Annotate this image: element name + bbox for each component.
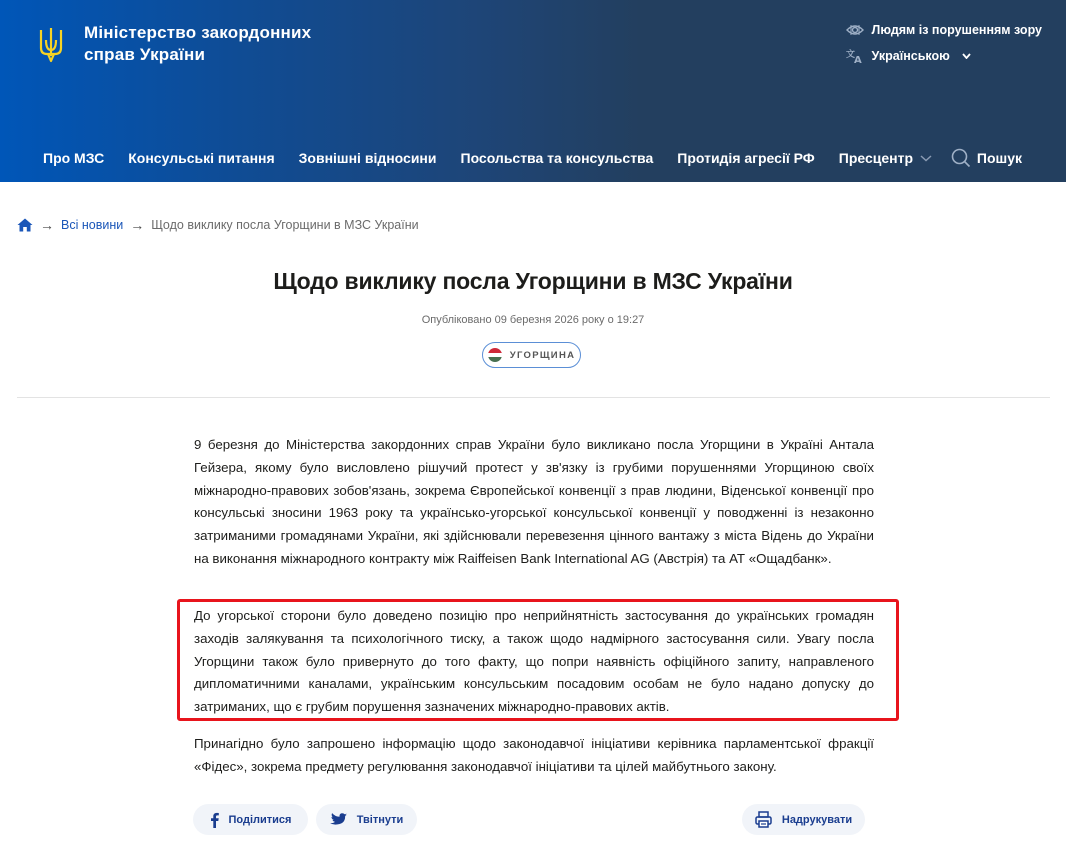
site-title[interactable]: Міністерство закордонних справ України — [84, 23, 312, 64]
facebook-icon — [210, 812, 219, 828]
article-paragraph: Принагідно було запрошено інформацію щодо законодавчої ініціативи керівника парламентської фракції «Фідес», зокрема предмету регулювання законодавчої ініціативи та цілей майбутнього закону. — [194, 736, 874, 774]
site-header — [0, 0, 1066, 182]
printer-icon — [755, 811, 772, 828]
nav-item-embassies[interactable]: Посольства та консульства — [460, 150, 654, 166]
article-paragraph-highlighted: До угорської сторони було доведено позицію про неприйнятність застосування до українських громадян заходів залякування та психологічного тиску, а також щодо надмірного застосування сили. Увагу посла Угорщини також було привернуто до того факту, що попри наявність офіційного запиту, направленого дипломатичними каналами, українським консульським посадовим особам не було надано допуску до затриманих, що є грубим порушення зазначених міжнародно-правових актів. — [194, 608, 874, 715]
svg-text:A: A — [853, 55, 862, 64]
breadcrumb-all-news[interactable]: Всі новини — [61, 218, 124, 232]
share-facebook-button[interactable] — [193, 804, 308, 835]
more-menu-chevron-icon[interactable] — [919, 151, 933, 165]
search-icon[interactable] — [951, 148, 971, 168]
divider — [17, 397, 1050, 398]
print-button[interactable] — [742, 804, 865, 835]
svg-text:文: 文 — [845, 50, 855, 60]
nav-item-about[interactable]: Про МЗС — [43, 150, 105, 166]
tweet-button[interactable] — [316, 804, 417, 835]
nav-item-counter-aggression[interactable]: Протидія агресії РФ — [677, 150, 815, 166]
translate-icon — [844, 48, 866, 64]
breadcrumb-separator: → — [130, 217, 145, 233]
breadcrumb-separator: → — [40, 217, 54, 233]
nav-item-consular[interactable]: Консульські питання — [128, 150, 275, 166]
header-utilities — [844, 20, 1042, 72]
breadcrumb — [17, 216, 419, 234]
trident-emblem-icon[interactable] — [38, 26, 64, 64]
share-label: Поділитися — [228, 813, 292, 826]
print-label: Надрукувати — [781, 813, 853, 826]
country-tag[interactable] — [482, 342, 581, 368]
language-label: Українською — [871, 49, 950, 63]
nav-item-press-center[interactable]: Пресцентр — [838, 150, 914, 166]
main-nav — [43, 148, 937, 168]
accessibility-label: Людям із порушенням зору — [871, 23, 1042, 37]
home-icon[interactable] — [17, 218, 33, 232]
eye-icon — [844, 24, 866, 36]
article-paragraph: 9 березня до Міністерства закордонних справ України було викликано посла Угорщини в Україні Антала Гейзера, якому було висловлено рішучий протест у зв'язку із грубими порушеннями Угорщиною своїх міжнародно-правових зобов'язань, зокрема Європейської конвенції з прав людини, Віденської конвенції про консульські зносини 1963 року та українсько-угорської консульської конвенції у поводженні із незаконно затриманими громадянами України, які здійснювали перевезення цінного вантажу з міста Відень до України на виконання міжнародного контракту між Raiffeisen Bank International AG (Австрія) та АТ «Ощадбанк». — [194, 437, 874, 566]
tag-label: УГОРЩИНА — [509, 349, 576, 361]
article-body — [194, 434, 874, 583]
tweet-label: Твітнути — [356, 813, 404, 826]
accessibility-link[interactable] — [844, 20, 1042, 40]
published-date: Опубліковано 09 березня 2026 року о 19:27 — [421, 314, 645, 326]
chevron-down-icon — [962, 51, 971, 62]
hungary-flag-icon — [488, 348, 502, 362]
twitter-icon — [330, 813, 347, 827]
search-button[interactable]: Пошук — [976, 150, 1022, 166]
nav-item-foreign-relations[interactable]: Зовнішні відносини — [298, 150, 437, 166]
page-title: Щодо виклику посла Угорщини в МЗС України — [273, 268, 793, 294]
nav-right — [919, 146, 1022, 170]
breadcrumb-current: Щодо виклику посла Угорщини в МЗС України — [151, 218, 419, 232]
language-selector[interactable] — [844, 46, 1042, 66]
